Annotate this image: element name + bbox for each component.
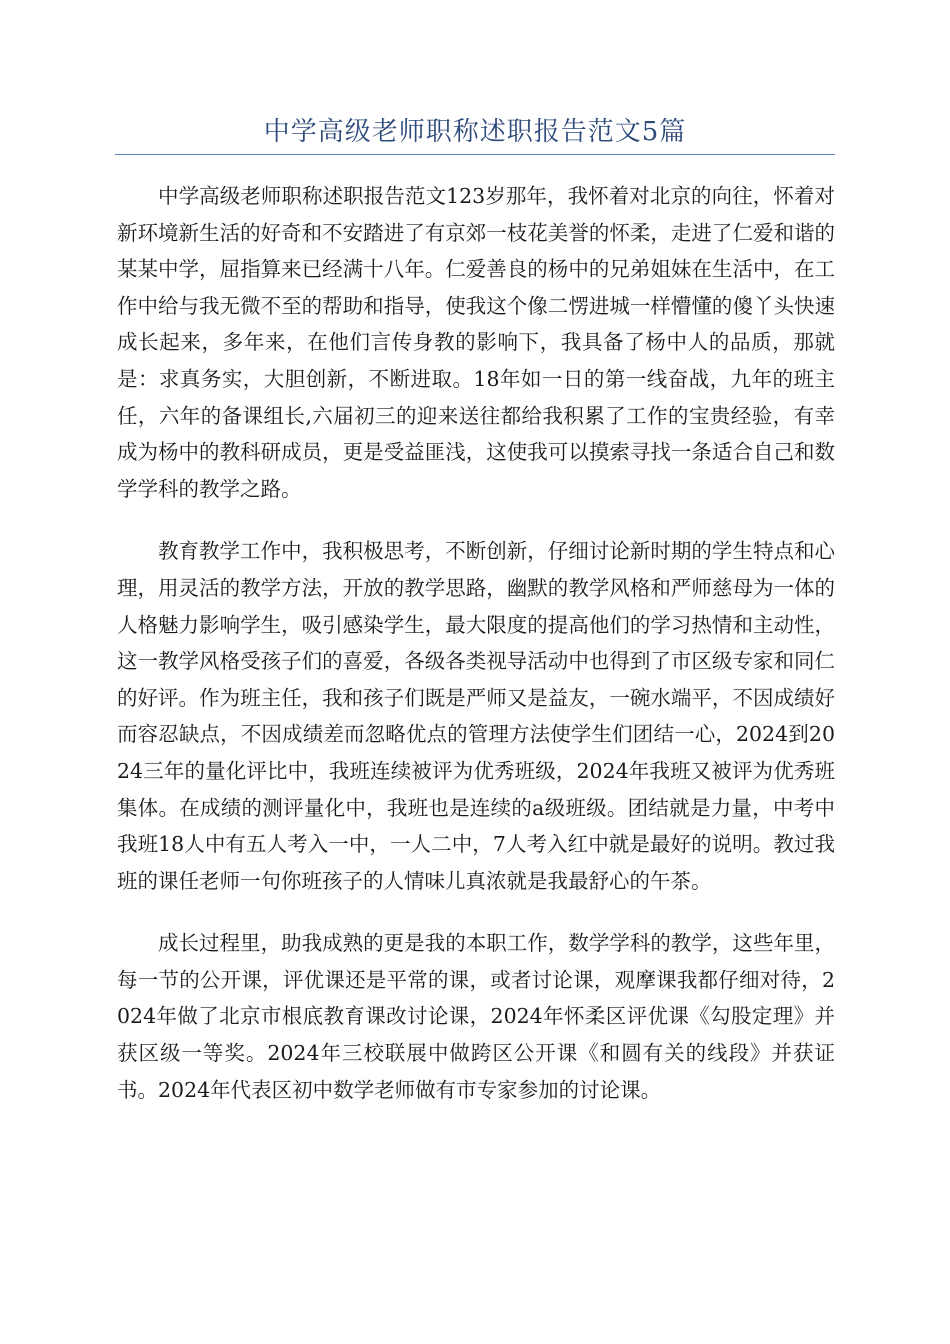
paragraph-3: 成长过程里，助我成熟的更是我的本职工作，数学学科的教学，这些年里，每一节的公开课，评优课还是平常的课，或者讨论课，观摩课我都仔细对待，2024年做了北京市根底教育课改讨论课，2024年怀柔区评优课《勾股定理》并获区级一等奖。2024年三校联展中做跨区公开课《和圆有关的线段》并获证书。2024年代表区初中数学老师做有市专家参加的讨论课。	[117, 931, 835, 1102]
paragraph-2: 教育教学工作中，我积极思考，不断创新，仔细讨论新时期的学生特点和心理，用灵活的教学方法，开放的教学思路，幽默的教学风格和严师慈母为一体的人格魅力影响学生，吸引感染学生，最大限度的提高他们的学习热情和主动性，这一教学风格受孩子们的喜爱，各级各类视导活动中也得到了市区级专家和同仁的好评。作为班主任，我和孩子们既是严师又是益友，一碗水端平，不因成绩好而容忍缺点，不因成绩差而忽略优点的管理方法使学生们团结一心，2024到2024三年的量化评比中，我班连续被评为优秀班级，2024年我班又被评为优秀班集体。在成绩的测评量化中，我班也是连续的a级班级。团结就是力量，中考中我班18人中有五人考入一中，一人二中，7人考入红中就是最好的说明。教过我班的课任老师一句你班孩子的人情味儿真浓就是我最舒心的午茶。	[117, 539, 835, 893]
document-body	[117, 178, 835, 1134]
paragraph-1: 中学高级老师职称述职报告范文123岁那年，我怀着对北京的向往，怀着对新环境新生活的好奇和不安踏进了有京郊一枝花美誉的怀柔，走进了仁爱和谐的某某中学，屈指算来已经满十八年。仁爱善良的杨中的兄弟姐妹在生活中，在工作中给与我无微不至的帮助和指导，使我这个像二愣进城一样懵懂的傻丫头快速成长起来，多年来，在他们言传身教的影响下，我具备了杨中人的品质，那就是：求真务实，大胆创新，不断进取。18年如一日的第一线奋战，九年的班主任，六年的备课组长,六届初三的迎来送往都给我积累了工作的宝贵经验，有幸成为杨中的教科研成员，更是受益匪浅，这使我可以摸索寻找一条适合自己和数学学科的教学之路。	[117, 184, 835, 501]
document-title: 中学高级老师职称述职报告范文5篇	[263, 117, 687, 147]
title-underline	[115, 154, 835, 155]
